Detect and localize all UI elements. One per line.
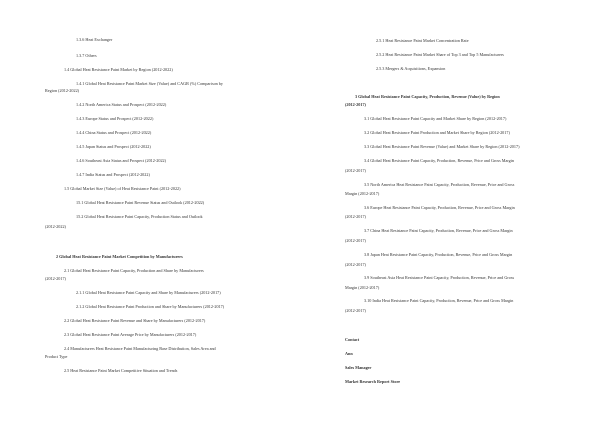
toc-entry: 2.1 Global Heat Resistance Paint Capacity, Production and Share by Manufacturers: [64, 268, 204, 273]
chapter-heading-continued: (2012-2017): [345, 102, 366, 107]
toc-entry: 3.5 North America Heat Resistance Paint Capacity, Production, Revenue, Price and Gross: [364, 182, 515, 187]
toc-entry-continued: Margin (2012-2017): [345, 285, 380, 290]
toc-entry: 3.7 China Heat Resistance Paint Capacity, Production, Revenue, Price and Gross Margin: [364, 228, 513, 233]
toc-entry: 2.3 Global Heat Resistance Paint Average Price by Manufacturers (2012-2017): [64, 332, 197, 337]
toc-entry: 1.4.4 China Status and Prospect (2012-2022): [76, 130, 152, 135]
toc-entry: 2.2 Global Heat Resistance Paint Revenue and Share by Manufacturers (2012-2017): [64, 318, 206, 323]
chapter-heading: 2 Global Heat Resistance Paint Market Competition by Manufacturers: [56, 254, 183, 259]
toc-entry: 15.2 Global Heat Resistance Paint Capacity, Production Status and Outlook: [76, 214, 203, 219]
contact-title: Sales Manager: [345, 365, 372, 370]
toc-entry: 3.3 Global Heat Resistance Paint Revenue (Value) and Market Share by Region (2012-2017): [364, 144, 520, 149]
toc-entry-continued: (2012-2022): [45, 224, 66, 229]
contact-company: Market Research Report Store: [345, 379, 401, 384]
toc-entry-continued: (2012-2017): [345, 262, 366, 267]
chapter-heading: 3 Global Heat Resistance Paint Capacity, Production, Revenue (Value) by Region: [355, 94, 500, 99]
toc-entry-continued: (2012-2017): [345, 214, 366, 219]
toc-entry: 1.4.7 India Status and Prospect (2012-2022): [76, 172, 150, 177]
toc-entry: 1.4.2 North America Status and Prospect (2012-2022): [76, 102, 167, 107]
toc-entry: 2.5.2 Heat Resistance Paint Market Share of Top 3 and Top 5 Manufacturers: [376, 52, 504, 57]
toc-entry: 2.5.3 Mergers & Acquisitions, Expansion: [376, 66, 446, 71]
contact-heading: Contact: [345, 337, 360, 342]
toc-entry: 3.4 Global Heat Resistance Paint Capacity, Production, Revenue, Price and Gross Margin: [364, 158, 515, 163]
toc-entry: 2.5.1 Heat Resistance Paint Market Concentration Rate: [376, 38, 469, 43]
toc-entry-continued: Region (2012-2022): [45, 88, 80, 93]
toc-entry: 3.9 Southeast Asia Heat Resistance Paint Capacity, Production, Revenue, Price and Gross: [364, 275, 515, 280]
toc-entry: 15.1 Global Heat Resistance Paint Revenue Status and Outlook (2012-2022): [76, 200, 205, 205]
toc-entry-continued: (2012-2017): [345, 238, 366, 243]
toc-entry-continued: Product Type: [45, 354, 68, 359]
toc-entry: 2.1.1 Global Heat Resistance Paint Capacity and Share by Manufacturers (2012-2017): [76, 290, 221, 295]
toc-entry: 3.1 Global Heat Resistance Paint Capacity and Market Share by Region (2012-2017): [364, 116, 507, 121]
toc-entry: 1.4 Global Heat Resistance Paint Market by Region (2012-2022): [64, 67, 173, 72]
toc-entry: 3.10 India Heat Resistance Paint Capacity, Production, Revenue, Price and Gross Margin: [364, 298, 514, 303]
toc-entry: 1.3.6 Heat Exchanger: [76, 37, 113, 42]
toc-entry: 3.8 Japan Heat Resistance Paint Capacity, Production, Revenue, Price and Gross Margin: [364, 252, 513, 257]
toc-entry: 1.4.6 Southeast Asia Status and Prospect (2012-2022): [76, 158, 167, 163]
toc-entry: 3.2 Global Heat Resistance Paint Production and Market Share by Region (2012-2017): [364, 130, 510, 135]
toc-entry: 1.4.3 Europe Status and Prospect (2012-2022): [76, 116, 154, 121]
toc-entry: 1.4.5 Japan Status and Prospect (2012-2022): [76, 144, 151, 149]
contact-name: Ann: [345, 351, 353, 356]
toc-entry: 2.5 Heat Resistance Paint Market Competitive Situation and Trends: [64, 368, 178, 373]
toc-entry-continued: (2012-2017): [345, 168, 366, 173]
toc-entry: 2.1.2 Global Heat Resistance Paint Production and Share by Manufacturers (2012-2017): [76, 304, 225, 309]
toc-entry-continued: (2012-2017): [345, 308, 366, 313]
toc-entry: 2.4 Manufacturers Heat Resistance Paint Manufacturing Base Distribution, Sales Area and: [64, 346, 216, 351]
toc-entry-continued: (2012-2017): [45, 276, 66, 281]
toc-entry-continued: Margin (2012-2017): [345, 191, 380, 196]
toc-entry: 1.4.1 Global Heat Resistance Paint Market Size (Value) and CAGR (%) Comparison by: [76, 81, 223, 86]
toc-entry: 1.3.7 Others: [76, 53, 97, 58]
toc-entry: 1.5 Global Market Size (Value) of Heat Resistance Paint (2012-2022): [64, 186, 181, 191]
toc-entry: 3.6 Europe Heat Resistance Paint Capacity, Production, Revenue, Price and Gross Margin: [364, 205, 515, 210]
